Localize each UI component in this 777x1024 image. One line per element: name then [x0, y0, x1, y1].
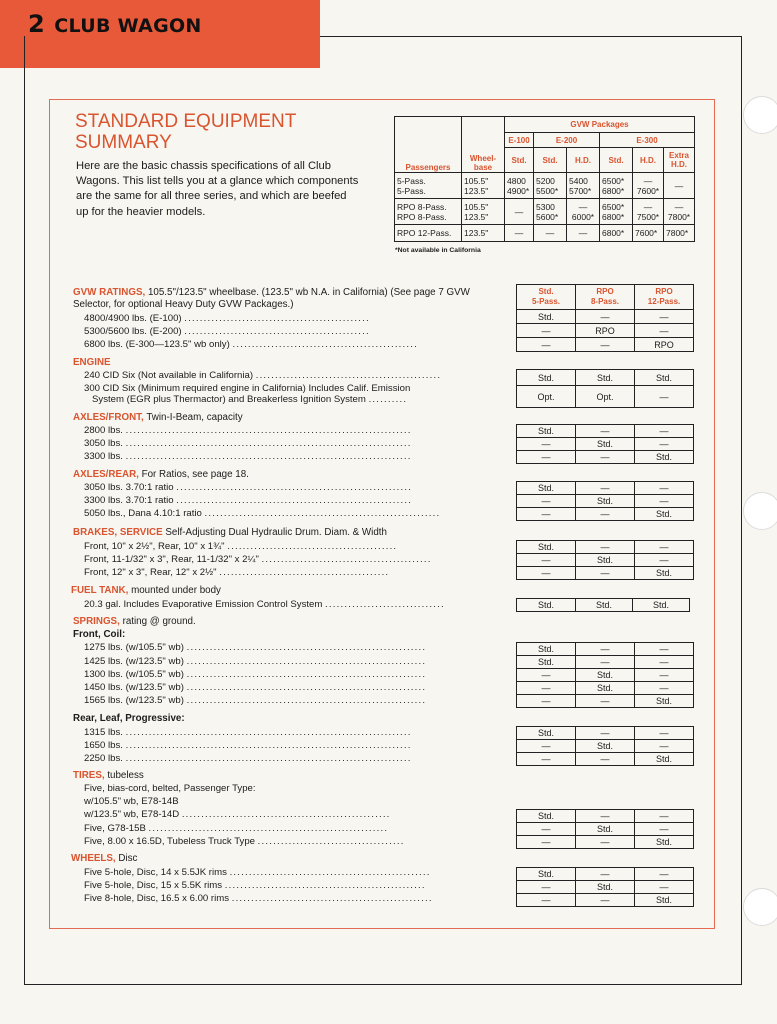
table-cell: —	[635, 868, 694, 881]
table-row	[517, 727, 694, 740]
options-grid-fuel-tank	[516, 598, 690, 612]
table-cell: —	[517, 324, 576, 338]
section-axles-rear: AXLES/REAR, For Ratios, see page 18.	[73, 469, 249, 480]
table-cell: Std.	[635, 753, 694, 766]
table-cell: Std.	[576, 669, 635, 682]
table-cell: —	[517, 682, 576, 695]
table-cell: —	[517, 495, 576, 508]
table-cell: —	[576, 451, 635, 464]
table-row	[517, 643, 694, 656]
list-item: 3050 lbs. 3.70:1 ratio .............................................................	[84, 482, 413, 493]
table-row	[517, 482, 694, 495]
table-cell: Std.	[517, 656, 576, 669]
table-cell: —	[517, 451, 576, 464]
page-number: 2	[28, 10, 45, 38]
table-cell: 4800 4900*	[505, 173, 534, 199]
table-cell: —	[635, 682, 694, 695]
table-cell: Std. 5-Pass.	[517, 285, 576, 310]
list-item: Five, 8.00 x 16.5D, Tubeless Truck Type ......................................	[84, 836, 405, 847]
table-cell: —	[635, 823, 694, 836]
sub-col: Extra H.D.	[664, 148, 695, 173]
table-cell: Opt.	[576, 386, 635, 408]
table-cell: —	[635, 727, 694, 740]
table-row	[517, 753, 694, 766]
table-cell: —	[635, 541, 694, 554]
table-cell: —	[635, 554, 694, 567]
table-row	[517, 599, 690, 612]
list-item: Front, 12" x 3", Rear, 12" x 2½" ............................................	[84, 567, 390, 578]
table-cell: Std.	[635, 836, 694, 849]
series-e100: E-100	[505, 133, 534, 148]
table-cell: Std.	[576, 740, 635, 753]
table-cell: 105.5" 123.5"	[462, 173, 505, 199]
table-cell: Std.	[576, 682, 635, 695]
list-item: Five 8-hole, Disc, 16.5 x 6.00 rims ....................................................	[84, 893, 433, 904]
section-springs: SPRINGS, rating @ ground.	[73, 616, 196, 627]
table-cell: —	[576, 310, 635, 324]
table-cell: Std.	[517, 643, 576, 656]
table-cell: Std.	[517, 541, 576, 554]
table-cell: 5400 5700*	[567, 173, 600, 199]
options-grid-axles-front	[516, 424, 694, 464]
options-grid-springs-front	[516, 642, 694, 708]
list-item: 2250 lbs. ..........................................................................	[84, 753, 412, 764]
section-wheels: WHEELS, Disc	[71, 853, 138, 864]
table-cell: Std.	[517, 868, 576, 881]
table-cell: — 7600*	[633, 173, 664, 199]
table-cell: —	[576, 425, 635, 438]
table-cell: 7800*	[664, 225, 695, 242]
section-engine: ENGINE	[73, 357, 111, 368]
sub-col: H.D.	[567, 148, 600, 173]
table-cell: Std.	[576, 823, 635, 836]
list-item: System (EGR plus Thermactor) and Breakerless Ignition System ..........	[92, 394, 408, 405]
table-cell: —	[576, 753, 635, 766]
table-row	[517, 438, 694, 451]
table-row	[517, 310, 694, 324]
table-cell: —	[576, 810, 635, 823]
list-item: Five 5-hole, Disc, 14 x 5.5JK rims ....................................................	[84, 867, 431, 878]
list-item: w/123.5" wb, E78-14D ......................................................	[84, 809, 391, 820]
table-cell: —	[534, 225, 567, 242]
table-cell: RPO	[635, 338, 694, 352]
table-cell: —	[517, 554, 576, 567]
table-cell: Std.	[635, 695, 694, 708]
table-cell: Std.	[576, 370, 635, 386]
table-row	[517, 810, 694, 823]
list-item: 3300 lbs. ..........................................................................	[84, 451, 412, 462]
table-cell: Std.	[517, 370, 576, 386]
sub-col: Std.	[534, 148, 567, 173]
table-cell: —	[505, 199, 534, 225]
table-cell: —	[576, 894, 635, 907]
series-e200: E-200	[534, 133, 600, 148]
sub-col: H.D.	[633, 148, 664, 173]
table-cell: Std.	[517, 482, 576, 495]
table-row	[517, 425, 694, 438]
table-cell: —	[576, 695, 635, 708]
table-cell: — 7800*	[664, 199, 695, 225]
table-cell: Std.	[517, 727, 576, 740]
table-row	[517, 740, 694, 753]
california-note: *Not available in California	[395, 247, 481, 254]
list-item: 6800 lbs. (E-300—123.5" wb only) ................................................	[84, 339, 419, 350]
table-cell: Opt.	[517, 386, 576, 408]
list-item: 20.3 gal. Includes Evaporative Emission Control System ...............................	[84, 599, 445, 610]
list-item: Front, 11-1/32" x 3", Rear, 11-1/32" x 2¼" ............................................	[84, 554, 432, 565]
table-cell: —	[635, 324, 694, 338]
table-row	[517, 324, 694, 338]
table-cell: Std.	[576, 881, 635, 894]
list-item: Front, 10" x 2½", Rear, 10" x 1¾" ............................................	[84, 541, 398, 552]
section-axles-front: AXLES/FRONT, Twin-I-Beam, capacity	[73, 412, 243, 423]
list-item: 1450 lbs. (w/123.5" wb) ..............................................................	[84, 682, 427, 693]
list-item: 1275 lbs. (w/105.5" wb) ..............................................................	[84, 642, 427, 653]
sub-col: Std.	[505, 148, 534, 173]
table-cell: Std.	[576, 554, 635, 567]
table-cell: —	[576, 541, 635, 554]
table-cell: Std.	[635, 894, 694, 907]
table-cell: Std.	[635, 508, 694, 521]
table-cell: —	[635, 495, 694, 508]
list-item: 2800 lbs. ..........................................................................	[84, 425, 412, 436]
list-item: w/105.5" wb, E78-14B	[84, 796, 179, 807]
list-item: 1300 lbs. (w/105.5" wb) ..............................................................	[84, 669, 427, 680]
list-item: 5050 lbs., Dana 4.10:1 ratio .............................................................	[84, 508, 441, 519]
list-item: 5300/5600 lbs. (E-200) ................................................	[84, 326, 370, 337]
table-row	[517, 338, 694, 352]
table-cell: —	[576, 482, 635, 495]
table-cell: — 6000*	[567, 199, 600, 225]
table-cell: RPO 8-Pass. RPO 8-Pass.	[395, 199, 462, 225]
table-cell: —	[576, 643, 635, 656]
table-cell: —	[517, 894, 576, 907]
table-row	[517, 894, 694, 907]
list-item: 1565 lbs. (w/123.5" wb) ..............................................................	[84, 695, 427, 706]
table-cell: —	[517, 753, 576, 766]
table-cell: RPO 12-Pass.	[635, 285, 694, 310]
springs-rear-label: Rear, Leaf, Progressive:	[73, 713, 185, 724]
table-cell: —	[576, 727, 635, 740]
table-row	[517, 823, 694, 836]
table-row	[517, 541, 694, 554]
list-item: 1315 lbs. ..........................................................................	[84, 727, 412, 738]
gvw-group-header: GVW Packages	[505, 117, 695, 133]
table-cell: —	[635, 881, 694, 894]
table-cell: RPO	[576, 324, 635, 338]
table-cell: —	[517, 740, 576, 753]
table-cell: Std.	[517, 425, 576, 438]
table-cell: Std.	[633, 599, 690, 612]
table-cell: 7600*	[633, 225, 664, 242]
table-cell: RPO 12-Pass.	[395, 225, 462, 242]
table-cell: Std.	[517, 310, 576, 324]
table-cell: RPO 8-Pass.	[576, 285, 635, 310]
table-cell: —	[635, 656, 694, 669]
sub-col: Std.	[600, 148, 633, 173]
table-cell: —	[635, 310, 694, 324]
table-row	[517, 881, 694, 894]
table-cell: — 7500*	[633, 199, 664, 225]
table-row	[517, 868, 694, 881]
table-cell: —	[517, 508, 576, 521]
table-cell: Std.	[635, 451, 694, 464]
table-row	[517, 495, 694, 508]
table-cell: —	[517, 567, 576, 580]
list-item: 3050 lbs. ..........................................................................	[84, 438, 412, 449]
list-item: 1650 lbs. ..........................................................................	[84, 740, 412, 751]
table-cell: 5-Pass. 5-Pass.	[395, 173, 462, 199]
table-cell: —	[576, 836, 635, 849]
section-tires: TIRES, tubeless	[73, 770, 144, 781]
table-row	[517, 451, 694, 464]
list-item: Five, bias-cord, belted, Passenger Type:	[84, 783, 256, 794]
table-cell: —	[635, 669, 694, 682]
table-row	[517, 669, 694, 682]
summary-intro: Here are the basic chassis specifications of all Club Wagons. This list tells you at a glance which components are the same for all three series, and which are beefed up for the heavier models.	[76, 160, 359, 218]
list-item: Five 5-hole, Disc, 15 x 5.5K rims ....................................................	[84, 880, 426, 891]
list-item: Five, G78-15B ..............................................................	[84, 823, 389, 834]
table-cell: —	[517, 438, 576, 451]
table-cell: Std.	[635, 370, 694, 386]
table-cell: —	[505, 225, 534, 242]
table-cell: —	[517, 823, 576, 836]
table-cell: —	[517, 669, 576, 682]
section-brakes: BRAKES, SERVICE Self-Adjusting Dual Hydraulic Drum. Diam. & Width	[73, 527, 387, 538]
table-cell: 5300 5600*	[534, 199, 567, 225]
table-row	[517, 695, 694, 708]
table-cell: —	[517, 836, 576, 849]
list-item: 240 CID Six (Not available in California) ................................................	[84, 370, 442, 381]
table-cell: —	[567, 225, 600, 242]
table-cell: 123.5"	[462, 225, 505, 242]
table-cell: —	[576, 508, 635, 521]
table-cell: —	[576, 567, 635, 580]
table-cell: —	[664, 173, 695, 199]
table-row	[517, 836, 694, 849]
table-cell: Std.	[517, 599, 576, 612]
table-cell: —	[635, 482, 694, 495]
table-cell: 6500* 6800*	[600, 173, 633, 199]
options-grid-axles-rear	[516, 481, 694, 521]
table-cell: —	[635, 740, 694, 753]
list-item: 300 CID Six (Minimum required engine in California) Includes Calif. Emission	[84, 383, 411, 394]
section-fuel-tank: FUEL TANK, mounted under body	[71, 585, 221, 596]
table-cell: 6500* 6800*	[600, 199, 633, 225]
page-title: CLUB WAGON	[54, 15, 202, 37]
table-cell: Std.	[576, 495, 635, 508]
table-cell: —	[635, 438, 694, 451]
table-cell: 6800*	[600, 225, 633, 242]
table-cell: —	[635, 810, 694, 823]
table-row	[517, 554, 694, 567]
table-row	[517, 285, 694, 310]
options-grid-gvw	[516, 284, 694, 352]
table-cell: 105.5" 123.5"	[462, 199, 505, 225]
table-row	[517, 567, 694, 580]
table-row	[517, 386, 694, 408]
options-grid-engine	[516, 369, 694, 408]
table-cell: Std.	[517, 810, 576, 823]
table-cell: —	[635, 386, 694, 408]
options-grid-wheels	[516, 867, 694, 907]
options-grid-brakes	[516, 540, 694, 580]
table-cell: —	[576, 656, 635, 669]
table-cell: Std.	[576, 438, 635, 451]
table-row	[517, 370, 694, 386]
options-grid-springs-rear	[516, 726, 694, 766]
col-passengers: Passengers	[395, 117, 462, 173]
table-cell: —	[517, 881, 576, 894]
table-row	[517, 656, 694, 669]
list-item: 4800/4900 lbs. (E-100) ................................................	[84, 313, 370, 324]
table-cell: —	[517, 338, 576, 352]
summary-title: STANDARD EQUIPMENT SUMMARY	[75, 111, 297, 153]
table-cell: —	[517, 695, 576, 708]
table-cell: Std.	[576, 599, 633, 612]
springs-front-label: Front, Coil:	[73, 629, 126, 640]
table-cell: —	[635, 643, 694, 656]
list-item: 3300 lbs. 3.70:1 ratio .............................................................	[84, 495, 413, 506]
list-item: 1425 lbs. (w/123.5" wb) ..............................................................	[84, 656, 427, 667]
table-cell: —	[635, 425, 694, 438]
table-row	[517, 682, 694, 695]
table-cell: —	[576, 338, 635, 352]
table-cell: —	[576, 868, 635, 881]
table-cell: Std.	[635, 567, 694, 580]
col-wheelbase: Wheel-base	[462, 117, 505, 173]
section-gvw-ratings: GVW RATINGS, 105.5"/123.5" wheelbase. (123.5" wb N.A. in California) (See page 7 GVW Selector, for optional Heavy Duty GVW Packages.)	[73, 287, 470, 310]
series-e300: E-300	[600, 133, 695, 148]
table-cell: 5200 5500*	[534, 173, 567, 199]
options-grid-tires	[516, 809, 694, 849]
table-row	[517, 508, 694, 521]
